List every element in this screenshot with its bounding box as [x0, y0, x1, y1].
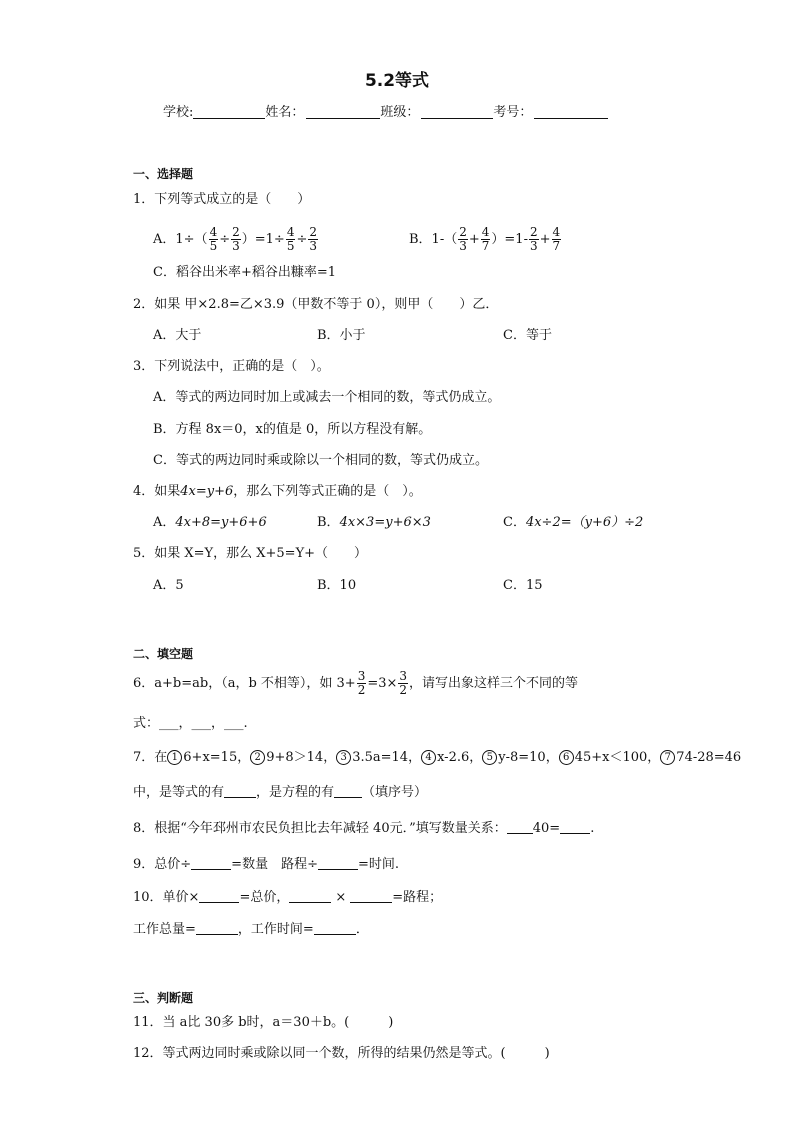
q5-option-c[interactable]: C．15	[503, 578, 543, 593]
section-heading-choice: 一、选择题	[133, 167, 194, 181]
school-label: 学校:	[163, 105, 194, 120]
fraction: $\frac{2}{3}$	[309, 225, 317, 253]
q2-option-b[interactable]: B．小于	[317, 328, 366, 343]
section-heading-fill: 二、填空题	[133, 647, 194, 661]
q10-line1: 10．单价× =总价， × =路程；	[133, 890, 443, 905]
q7-expression: x-2.6，	[437, 750, 483, 765]
q2-option-c[interactable]: C．等于	[503, 328, 552, 343]
q7-expression: 6+x=15，	[183, 750, 251, 765]
q4-equation: 4x=y+6	[180, 484, 234, 499]
circled-number: 1	[167, 750, 182, 765]
fraction: $\frac{2}{3}$	[232, 225, 240, 253]
q2-option-a[interactable]: A．大于	[153, 328, 202, 343]
q6-line1: 6．a+b=ab，（a，b 不相等），如 3+ $\frac{3}{2}$ =3× $\frac{3}{2}$ ，请写出象这样三个不同的等	[133, 669, 579, 697]
circled-number: 6	[559, 750, 574, 765]
q8-text: 8．根据“今年邳州市农民负担比去年减轻 40元．”填写数量关系： 40= .	[133, 821, 595, 836]
q4-option-a[interactable]: A．4x+8=y+6+6	[153, 515, 267, 530]
answer-blank[interactable]	[318, 857, 358, 870]
q7-expression: y-8=10，	[498, 750, 559, 765]
q2-stem: 2．如果 甲×2.8=乙×3.9（甲数不等于 0），则甲（ ）乙．	[133, 297, 499, 312]
q3-option-c[interactable]: C．等式的两边同时乘或除以一个相同的数，等式仍成立。	[153, 453, 488, 468]
answer-blank[interactable]	[314, 922, 356, 935]
q3-option-b[interactable]: B．方程 8x＝0，x的值是 0，所以方程没有解。	[153, 422, 432, 437]
q3-stem: 3．下列说法中，正确的是（ ）。	[133, 359, 330, 374]
q10-line2: 工作总量= ，工作时间= ．	[133, 922, 369, 937]
q5-option-a[interactable]: A．5	[153, 578, 184, 593]
fraction: $\frac{4}{7}$	[481, 225, 490, 253]
q7-expression: 74-28=46	[676, 750, 742, 765]
answer-blank[interactable]	[289, 890, 331, 903]
answer-blank[interactable]	[224, 785, 256, 798]
student-info-line	[163, 104, 608, 122]
fraction: $\frac{3}{2}$	[399, 669, 408, 697]
circled-number: 4	[421, 750, 436, 765]
answer-blank[interactable]	[196, 922, 238, 935]
q7-expression: 9+8＞14，	[266, 750, 337, 765]
answer-blank[interactable]	[191, 857, 231, 870]
q6-line2: 式：___，___，___.	[133, 716, 248, 731]
q3-option-a[interactable]: A．等式的两边同时加上或减去一个相同的数，等式仍成立。	[153, 390, 501, 405]
answer-blank[interactable]	[199, 890, 239, 903]
q11-text[interactable]: 11．当 a比 30多 b时，a＝30＋b。( )	[133, 1015, 394, 1030]
class-field[interactable]	[421, 104, 493, 119]
name-label: 姓名：	[265, 105, 305, 120]
q4-stem: 4．如果4x=y+6，那么下列等式正确的是（ ）。	[133, 484, 422, 499]
circled-number: 3	[336, 750, 351, 765]
name-field[interactable]	[306, 104, 380, 119]
q12-text[interactable]: 12．等式两边同时乘或除以同一个数，所得的结果仍然是等式。( )	[133, 1046, 550, 1061]
q5-stem: 5．如果 X=Y，那么 X+5=Y+（ ）	[133, 546, 368, 561]
answer-blank[interactable]	[334, 785, 362, 798]
answer-blank[interactable]	[350, 890, 392, 903]
q9-text: 9．总价÷ =数量 路程÷ =时间.	[133, 857, 399, 872]
q5-option-b[interactable]: B．10	[317, 578, 357, 593]
fraction: $\frac{3}{2}$	[357, 669, 366, 697]
answer-blank[interactable]	[507, 821, 533, 834]
fraction: $\frac{4}{5}$	[209, 225, 218, 253]
q4-option-c[interactable]: C．4x÷2=（y+6）÷2	[503, 515, 644, 530]
fraction: $\frac{2}{3}$	[459, 225, 467, 253]
q7-line1: 7．在 1 6+x=15， 2 9+8＞14， 3 3.5a=14， 4 x-2.6， 5 y-8=10， 6 45+x＜100， 7 74-28=46	[133, 750, 742, 765]
circled-number: 2	[250, 750, 265, 765]
fraction: $\frac{4}{5}$	[286, 225, 295, 253]
q7-expression: 45+x＜100，	[574, 750, 661, 765]
q7-line2: 中，是等式的有 ，是方程的有 （填序号）	[133, 785, 428, 800]
circled-number: 5	[482, 750, 497, 765]
answer-blank[interactable]	[560, 821, 590, 834]
school-field[interactable]	[193, 104, 265, 119]
class-label: 班级：	[380, 105, 420, 120]
q1-stem: 1．下列等式成立的是（ ）	[133, 192, 311, 207]
q1-option-b[interactable]: B．1-（ $\frac{2}{3}$ + $\frac{4}{7}$ ）=1- $\frac{2}{3}$ + $\frac{4}{7}$	[409, 225, 561, 253]
q7-expression: 3.5a=14，	[352, 750, 422, 765]
fraction: $\frac{4}{7}$	[552, 225, 561, 253]
section-heading-judge: 三、判断题	[133, 991, 194, 1005]
exam-no-label: 考号：	[493, 105, 533, 120]
exam-no-field[interactable]	[534, 104, 608, 119]
q4-option-b[interactable]: B．4x×3=y+6×3	[317, 515, 431, 530]
q1-option-a[interactable]: A．1÷（ $\frac{4}{5}$ ÷ $\frac{2}{3}$ ）=1÷ $\frac{4}{5}$ ÷ $\frac{2}{3}$	[153, 225, 317, 253]
q1-option-c[interactable]: C．稻谷出米率+稻谷出糠率=1	[153, 265, 337, 280]
circled-number: 7	[660, 750, 675, 765]
page-title: 5.2等式	[364, 71, 430, 91]
fraction: $\frac{2}{3}$	[529, 225, 538, 253]
